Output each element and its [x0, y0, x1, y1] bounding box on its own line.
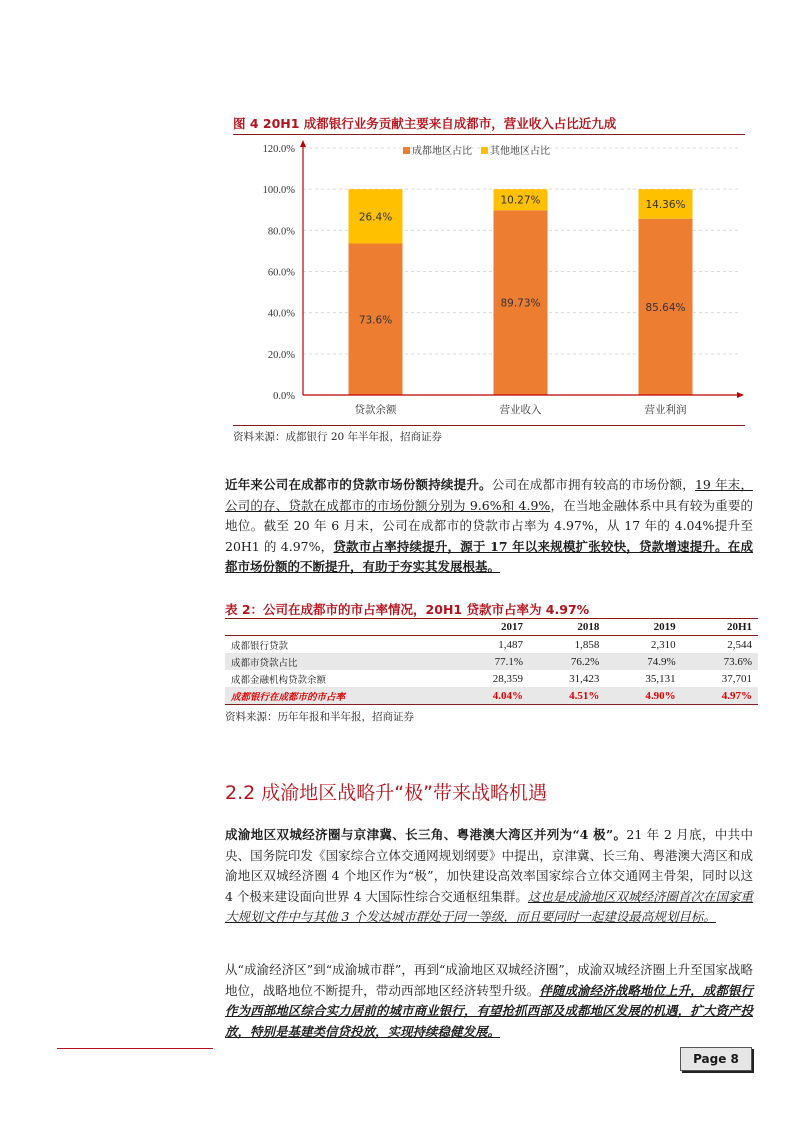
para2-text: 21 年 2 月底，中共中央、国务院印发《国家综合立体交通网规划纲要》中提出，京津冀、长三角、粤港澳大湾区和成渝地区双城经济圈 4 个地区作为“极”，加快建设高效率国家综合立体交通网主骨架，同时以这 4 个极来建设面向世界 4 大国际性综合交通枢纽集群。 — [225, 827, 753, 904]
market-share-table — [225, 618, 758, 705]
table-cell: 4.97% — [682, 687, 758, 705]
table-cell: 35,131 — [645, 672, 676, 685]
bar-data-label: 85.64% — [645, 301, 686, 314]
table-cell: 1,858 — [574, 638, 600, 651]
table-cell: 1,487 — [498, 638, 523, 651]
paragraph-market-share — [225, 475, 753, 578]
table-cell: 37,701 — [721, 672, 752, 685]
table-row — [225, 636, 758, 654]
table-header-cell: 2018 — [529, 619, 605, 636]
chart-bars — [349, 189, 693, 395]
table-cell: 31,423 — [569, 672, 600, 685]
table-row-label: 成都银行贷款 — [231, 640, 289, 652]
table-row — [225, 670, 758, 687]
legend-swatch — [481, 147, 488, 154]
y-tick-label: 40.0% — [267, 308, 295, 320]
table-cell: 4.04% — [453, 687, 529, 705]
figure-title: 图 4 20H1 成都银行业务贡献主要来自成都市，营业收入占比近九成 — [233, 114, 745, 135]
bar-data-label: 73.6% — [358, 314, 393, 327]
x-axis-arrow — [737, 392, 744, 398]
footer-rule — [57, 1048, 213, 1049]
legend-label: 成都地区占比 — [412, 146, 472, 157]
stacked-bar-chart — [233, 135, 745, 420]
x-tick-label: 营业利润 — [644, 404, 687, 416]
table-cell: 4.90% — [605, 687, 681, 705]
para2-emphasis: 这也是成渝地区双城经济圈首次在国家重大规划文件中与其他 3 个发达城市群处于同一等级，而且要同时一起建设最高规划目标。 — [225, 888, 753, 924]
para1-conclusion: 贷款市占率持续提升，源于 17 年以来规模扩张较快，贷款增速提升。在成都市场份额的不断提升，有助于夯实其发展根基。 — [225, 538, 753, 574]
para3-emphasis: 伴随成渝经济战略地位上升，成都银行作为西部地区综合实力居前的城市商业银行，有望抢抓西部及成都地区发展的机遇，扩大资产投放，特别是基建类信贷投放，实现持续稳健发展。 — [225, 982, 753, 1039]
para1-text-b: 19 年末，公司的存、贷款在成都市的市场份额分别为 9.6%和 4.9% — [225, 477, 753, 513]
y-tick-label: 20.0% — [267, 349, 295, 361]
table-header-row — [225, 619, 758, 636]
para1-text-c: ，在当地金融体系中具有较为重要的地位。截至 20 年 6 月末，公司在成都市的贷款市占率为 4.97%，从 17 年的 4.04%提升至 20H1 的 4.97%， — [225, 497, 753, 554]
chart-y-axis — [263, 140, 306, 402]
table-header-cell — [225, 619, 453, 636]
y-tick-label: 60.0% — [267, 267, 295, 279]
table-cell: 2,544 — [727, 638, 752, 651]
table-row-label: 成都金融机构贷款余额 — [231, 674, 327, 686]
table-cell: 4.51% — [529, 687, 605, 705]
bar-data-label: 10.27% — [500, 194, 541, 207]
para1-text-a: 公司在成都市拥有较高的市场份额， — [491, 477, 695, 492]
legend-label: 其他地区占比 — [490, 146, 550, 157]
paragraph-strategy — [225, 960, 753, 1042]
bar-data-label: 26.4% — [358, 211, 393, 224]
paragraph-chengyu-pole — [225, 825, 753, 928]
figure-source: 资料来源：成都银行 20 年半年报，招商证券 — [233, 431, 443, 443]
table-header-cell: 20H1 — [682, 619, 758, 636]
y-tick-label: 120.0% — [262, 144, 295, 155]
table-row-label: 成都银行在成都市的市占率 — [225, 687, 453, 705]
legend-swatch — [403, 147, 410, 154]
para2-lead: 成渝地区双城经济圈与京津冀、长三角、粤港澳大湾区并列为“4 极”。 — [225, 827, 627, 842]
table-cell: 77.1% — [453, 653, 529, 670]
table-header-cell: 2017 — [453, 619, 529, 636]
table-row-label: 成都市贷款占比 — [225, 653, 453, 670]
para3-text: 从“成渝经济区”到“成渝城市群”，再到“成渝地区双城经济圈”，成渝双城经济圈上升至国家战略地位，战略地位不断提升，带动西部地区经济转型升级。 — [225, 962, 753, 998]
table-cell: 74.9% — [605, 653, 681, 670]
y-tick-label: 80.0% — [267, 226, 295, 238]
y-tick-label: 0.0% — [273, 391, 295, 402]
page-number: Page 8 — [680, 1047, 752, 1071]
y-tick-label: 100.0% — [262, 185, 295, 197]
table-row-highlight — [225, 687, 758, 705]
table-source: 资料来源：历年年报和半年报，招商证券 — [225, 711, 414, 723]
bar-data-label: 14.36% — [645, 198, 686, 211]
para1-lead: 近年来公司在成都市的贷款市场份额持续提升。 — [225, 477, 492, 492]
table-header-cell: 2019 — [605, 619, 681, 636]
bar-data-label: 89.73% — [500, 297, 541, 310]
x-tick-label: 贷款余额 — [354, 404, 397, 416]
chart-x-axis — [303, 392, 744, 416]
table-cell: 76.2% — [529, 653, 605, 670]
x-tick-label: 营业收入 — [499, 404, 542, 416]
table-cell: 73.6% — [682, 653, 758, 670]
table-cell: 2,310 — [650, 638, 676, 651]
table-row — [225, 653, 758, 670]
table-cell: 28,359 — [492, 672, 523, 685]
table-title: 表 2：公司在成都市的市占率情况，20H1 贷款市占率为 4.97% — [225, 602, 590, 617]
section-heading: 2.2 成渝地区战略升“极”带来战略机遇 — [225, 782, 547, 804]
figure-divider — [233, 425, 745, 426]
chart-legend — [403, 144, 550, 157]
y-axis-arrow — [300, 140, 306, 147]
